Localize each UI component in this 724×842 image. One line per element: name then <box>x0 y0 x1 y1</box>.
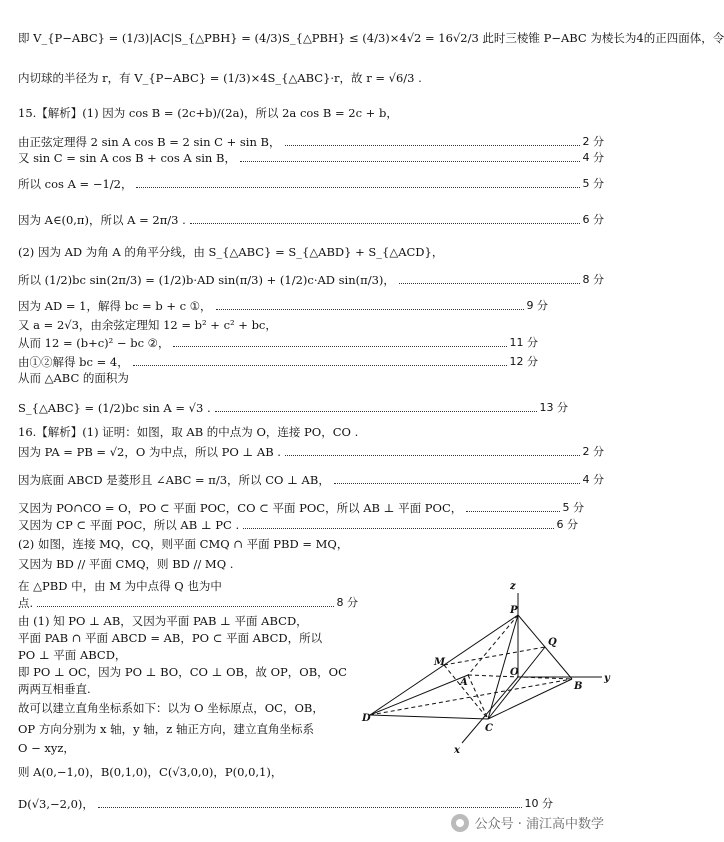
text-line-33: 则 A(0,−1,0)，B(0,1,0)，C(√3,0,0)，P(0,0,1)， <box>18 765 283 779</box>
text-line-20: 又因为 CP ⊂ 平面 POC，所以 AB ⊥ PC . 6 分 <box>18 518 578 532</box>
text-line-15: S_{△ABC} = (1/2)bc sin A = √3 . 13 分 <box>18 401 568 415</box>
watermark <box>451 813 604 832</box>
text-line-31: OP 方向分别为 x 轴，y 轴，z 轴正方向，建立直角坐标系 <box>18 722 314 736</box>
text-line-9: 所以 (1/2)bc sin(2π/3) = (1/2)b·AD sin(π/3) + (1/2)c·AD sin(π/3)， 8 分 <box>18 273 604 287</box>
text-line-6: 所以 cos A = −1/2， 5 分 <box>18 177 604 191</box>
label-A: A <box>460 677 468 688</box>
label-D: D <box>362 713 371 724</box>
text-line-21: (2) 如图，连接 MQ，CQ，则平面 CMQ ∩ 平面 PBD = MQ， <box>18 537 349 551</box>
text-line-22: 又因为 BD // 平面 CMQ，则 BD // MQ . <box>18 557 234 571</box>
text-line-27: PO ⊥ 平面 ABCD， <box>18 648 127 662</box>
text-line-4: 由正弦定理得 2 sin A cos B = 2 sin C + sin B， 2 分 <box>18 135 604 149</box>
text-line-17: 因为 PA = PB = √2，O 为中点，所以 PO ⊥ AB . 2 分 <box>18 445 604 459</box>
text-line-23: 在 △PBD 中，由 M 为中点得 Q 也为中 <box>18 579 222 593</box>
text-line-14: 从而 △ABC 的面积为 <box>18 371 129 385</box>
text-line-24: 点. 8 分 <box>18 596 358 610</box>
label-C: C <box>485 723 493 734</box>
text-line-13: 由①②解得 bc = 4， 12 分 <box>18 355 538 369</box>
label-M: M <box>434 657 446 668</box>
text-line-10: 因为 AD = 1，解得 bc = b + c ①， 9 分 <box>18 299 548 313</box>
text-line-30: 故可以建立直角坐标系如下：以为 O 坐标原点，OC，OB， <box>18 701 324 715</box>
label-z: z <box>510 581 516 592</box>
wechat-icon <box>451 814 469 832</box>
text-line-34: D(√3,−2,0)， 10 分 <box>18 797 553 811</box>
text-line-28: 即 PO ⊥ OC，因为 PO ⊥ BO，CO ⊥ OB，故 OP，OB，OC <box>18 665 347 679</box>
text-line-12: 从而 12 = (b+c)² − bc ②， 11 分 <box>18 336 538 350</box>
label-x: x <box>454 745 460 756</box>
text-line-11: 又 a = 2√3，由余弦定理知 12 = b² + c² + bc， <box>18 318 277 332</box>
label-B: B <box>574 681 583 692</box>
text-line-18: 因为底面 ABCD 是菱形且 ∠ABC = π/3，所以 CO ⊥ AB， 4 分 <box>18 473 604 487</box>
label-P: P <box>510 605 518 616</box>
text-line-32: O − xyz， <box>18 741 75 755</box>
watermark-text: 公众号 · 浦江高中数学 <box>474 817 604 832</box>
text-line-1: 即 V_{P−ABC} = (1/3)|AC|S_{△PBH} = (4/3)S_{△PBH} ≤ (4/3)×4√2 = 16√2/3 此时三棱锥 P−ABC 为棱长为4的正四面体，令 <box>18 31 724 45</box>
text-line-8: (2) 因为 AD 为角 A 的角平分线，由 S_{△ABC} = S_{△ABD} + S_{△ACD}， <box>18 245 444 259</box>
text-line-25: 由 (1) 知 PO ⊥ AB，又因为平面 PAB ⊥ 平面 ABCD， <box>18 614 308 628</box>
pyramid-diagram <box>360 575 610 755</box>
text-line-5: 又 sin C = sin A cos B + cos A sin B， 4 分 <box>18 151 604 165</box>
label-y: y <box>604 673 610 684</box>
text-line-19: 又因为 PO∩CO = O，PO ⊂ 平面 POC，CO ⊂ 平面 POC，所以 AB ⊥ 平面 POC， 5 分 <box>18 501 584 515</box>
text-line-16: 16.【解析】(1) 证明：如图，取 AB 的中点为 O，连接 PO，CO . <box>18 425 359 439</box>
text-line-2: 内切球的半径为 r，有 V_{P−ABC} = (1/3)×4S_{△ABC}·r，故 r = √6/3 . <box>18 71 422 85</box>
text-line-7: 因为 A∈(0,π)，所以 A = 2π/3 . 6 分 <box>18 213 604 227</box>
text-line-26: 平面 PAB ∩ 平面 ABCD = AB，PO ⊂ 平面 ABCD，所以 <box>18 631 323 645</box>
text-line-3: 15.【解析】(1) 因为 cos B = (2c+b)/(2a)，所以 2a cos B = 2c + b， <box>18 106 398 120</box>
label-O: O <box>510 667 519 678</box>
text-line-29: 两两互相垂直. <box>18 682 91 696</box>
label-Q: Q <box>548 637 557 648</box>
